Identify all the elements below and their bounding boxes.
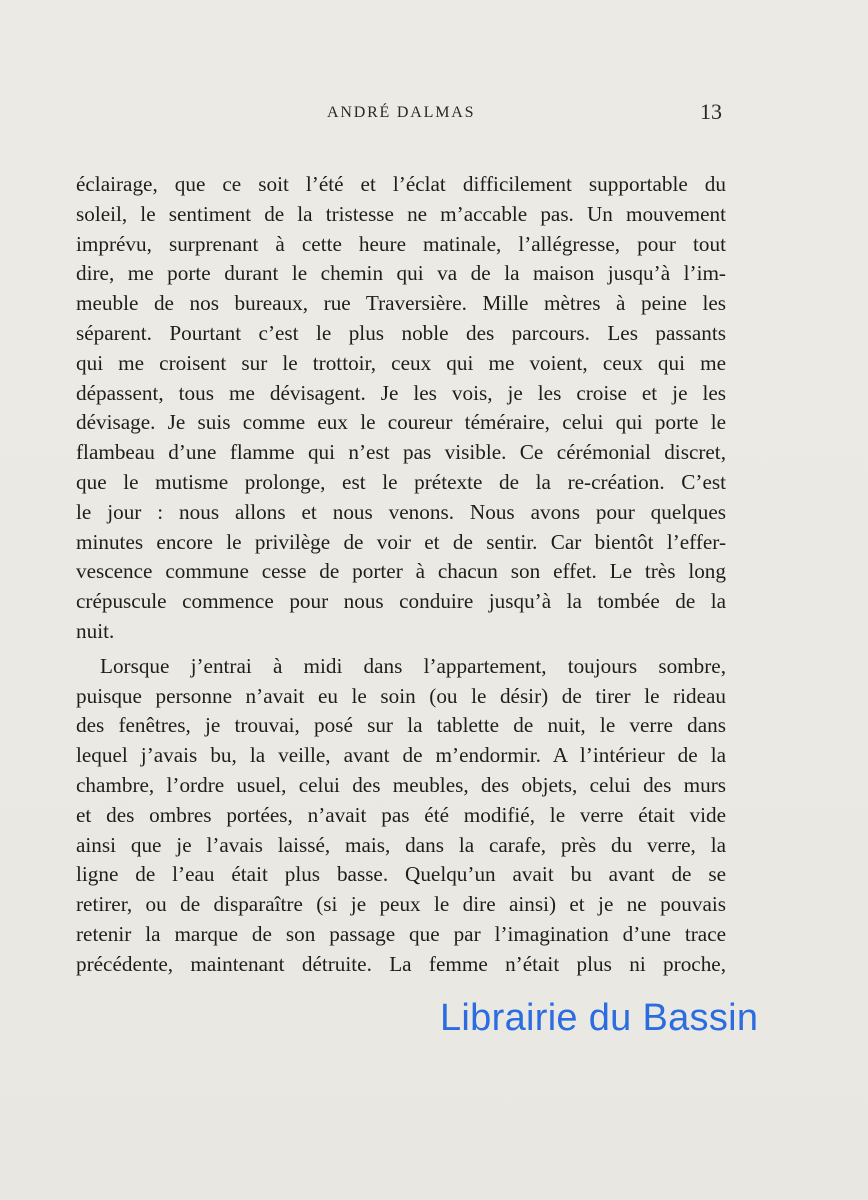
text-line: Lorsque j’entrai à midi dans l’appartement, toujours sombre, (100, 653, 726, 678)
text-line: retenir la marque de son passage que par l’imagination d’une trace (76, 921, 726, 946)
text-line: précédente, maintenant détruite. La femme n’était plus ni proche, (76, 951, 726, 976)
text-line: soleil, le sentiment de la tristesse ne m’accable pas. Un mouvement (76, 201, 726, 226)
text-line: vescence commune cesse de porter à chacun son effet. Le très long (76, 559, 726, 584)
body-text (76, 170, 726, 980)
text-line: minutes encore le privilège de voir et de sentir. Car bientôt l’effer- (76, 529, 726, 554)
text-line: puisque personne n’avait eu le soin (ou le désir) de tirer le rideau (76, 683, 726, 708)
text-line: éclairage, que ce soit l’été et l’éclat difficilement supportable du (76, 172, 726, 196)
text-line: lequel j’avais bu, la veille, avant de m’endormir. A l’intérieur de la (76, 743, 726, 768)
text-line: dire, me porte durant le chemin qui va de la maison jusqu’à l’im- (76, 261, 726, 286)
paragraph-2 (76, 652, 726, 980)
text-line: crépuscule commence pour nous conduire jusqu’à la tombée de la (76, 589, 726, 614)
text-line: chambre, l’ordre usuel, celui des meubles, des objets, celui des murs (76, 772, 726, 797)
paragraph-1 (76, 170, 726, 647)
text-line: et des ombres portées, n’avait pas été modifié, le verre était vide (76, 802, 726, 827)
text-line: qui me croisent sur le trottoir, ceux qui me voient, ceux qui me (76, 350, 726, 375)
page-number: 13 (700, 99, 722, 124)
text-line: dépassent, tous me dévisagent. Je les vois, je les croise et je les (76, 380, 726, 405)
text-line: séparent. Pourtant c’est le plus noble des parcours. Les passants (76, 320, 726, 345)
text-line: meuble de nos bureaux, rue Traversière. Mille mètres à peine les (76, 291, 726, 316)
bookseller-watermark: Librairie du Bassin (440, 997, 759, 1039)
text-line: que le mutisme prolonge, est le prétexte de la re-création. C’est (76, 469, 726, 494)
running-head: ANDRÉ DALMAS (327, 104, 476, 121)
text-line: des fenêtres, je trouvai, posé sur la tablette de nuit, le verre dans (76, 713, 726, 738)
text-line: le jour : nous allons et nous venons. Nous avons pour quelques (76, 499, 726, 524)
text-line: flambeau d’une flamme qui n’est pas visible. Ce cérémonial discret, (76, 440, 726, 465)
text-line: ligne de l’eau était plus basse. Quelqu’un avait bu avant de se (76, 862, 726, 887)
text-line: dévisage. Je suis comme eux le coureur téméraire, celui qui porte le (76, 410, 726, 435)
text-line: nuit. (76, 618, 115, 643)
text-line: retirer, ou de disparaître (si je peux le dire ainsi) et je ne pouvais (76, 892, 726, 917)
text-line: imprévu, surprenant à cette heure matinale, l’allégresse, pour tout (76, 231, 726, 256)
text-line: ainsi que je l’avais laissé, mais, dans la carafe, près du verre, la (76, 832, 726, 857)
